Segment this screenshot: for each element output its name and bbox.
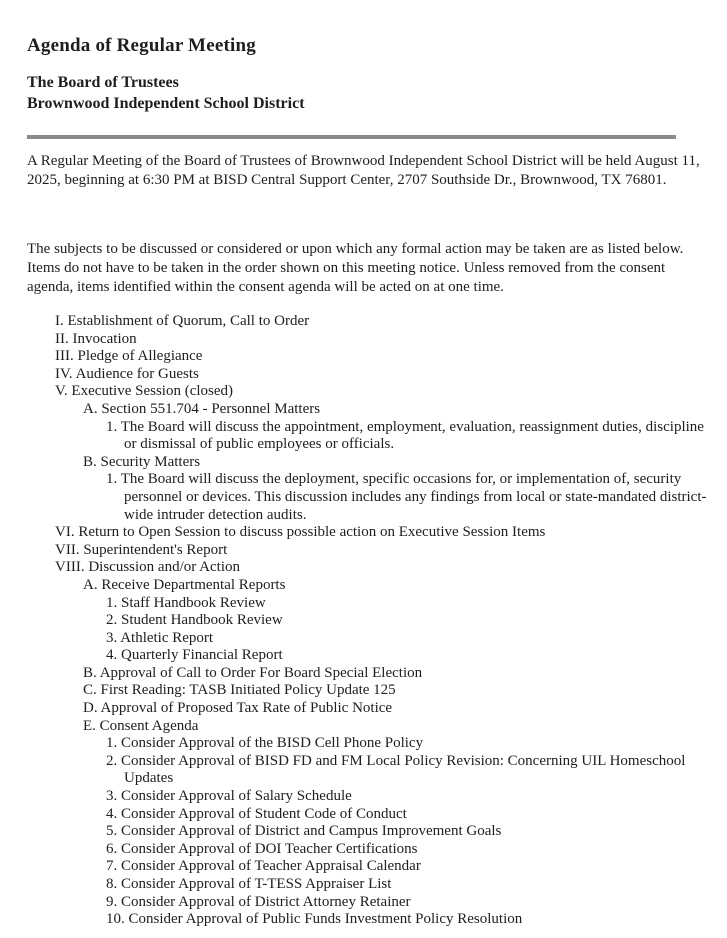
agenda-item-number: 1. [106, 594, 121, 611]
agenda-item [27, 471, 719, 524]
agenda-item-number: 2. [106, 752, 121, 769]
agenda-item-number: 7. [106, 858, 121, 875]
agenda-item-text: Section 551.704 - Personnel Matters [101, 400, 321, 417]
agenda-item-number: 5. [106, 823, 121, 840]
agenda-item-text: Consider Approval of Student Code of Conduct [121, 805, 407, 822]
agenda-item [27, 911, 719, 929]
agenda-item [27, 700, 719, 718]
agenda-item-text: Quarterly Financial Report [121, 647, 283, 664]
agenda-item-text: Consider Approval of T-TESS Appraiser List [121, 876, 392, 892]
agenda-item-text: The Board will discuss the appointment, employment, evaluation, reassignment duties, discipline or dismissal of public employees or officials. [120, 418, 704, 453]
agenda-item-number: VII. [55, 541, 84, 558]
agenda-item [27, 577, 719, 595]
agenda-item [27, 313, 719, 331]
agenda-item [27, 788, 719, 806]
agenda-item-text: The Board will discuss the deployment, specific occasions for, or implementation of, security personnel or devices. This discussion includes any findings from local or state-mandated district-wide intruder detection audits. [120, 471, 707, 523]
agenda-item-text: Return to Open Session to discuss possible action on Executive Session Items [78, 524, 546, 541]
agenda-item-number: 2. [106, 612, 121, 629]
agenda-item-number: 1. [106, 418, 121, 435]
agenda-item-number: B. [83, 664, 100, 681]
agenda-item-number: IV. [55, 365, 76, 382]
agenda-item [27, 876, 719, 894]
agenda-item [27, 419, 719, 454]
subjects-notice-paragraph: The subjects to be discussed or considered or upon which any formal action may be taken are as listed below. Items do not have to be taken in the order shown on this meeting notice. Unless removed from the consent agenda, items identified within the consent agenda will be acted on at one time. [27, 241, 684, 295]
agenda-item-number: 1. [106, 471, 121, 488]
agenda-item-number: 6. [106, 840, 121, 857]
agenda-item-number: V. [55, 383, 72, 400]
agenda-item [27, 718, 719, 736]
agenda-item-number: A. [83, 576, 102, 593]
agenda-item-number: 9. [106, 893, 121, 910]
agenda-item-text: Establishment of Quorum, Call to Order [67, 313, 310, 329]
agenda-item-text: Staff Handbook Review [121, 594, 266, 611]
agenda-item-number: 4. [106, 647, 121, 664]
agenda-item-text: Discussion and/or Action [88, 559, 240, 576]
agenda-item [27, 630, 719, 648]
agenda-item [27, 612, 719, 630]
agenda-item-number: B. [83, 453, 101, 470]
agenda-item-number: 8. [106, 876, 121, 892]
agenda-item [27, 841, 719, 859]
agenda-item [27, 823, 719, 841]
agenda-item-text: Audience for Guests [75, 365, 199, 382]
agenda-item-text: Consent Agenda [99, 717, 199, 734]
organization-district-line: Brownwood Independent School District [27, 95, 305, 112]
agenda-item-number: D. [83, 700, 101, 717]
agenda-item [27, 542, 719, 560]
agenda-item-number: 10. [106, 911, 129, 928]
organization-board-line: The Board of Trustees [27, 74, 179, 91]
agenda-item [27, 647, 719, 665]
agenda-item [27, 348, 719, 366]
agenda-item-number: 1. [106, 735, 121, 752]
agenda-item-text: Student Handbook Review [121, 612, 283, 629]
agenda-item-number: I. [55, 313, 68, 329]
agenda-item-number: III. [55, 348, 78, 365]
agenda-item-text: First Reading: TASB Initiated Policy Update 125 [100, 682, 396, 699]
agenda-item-text: Approval of Call to Order For Board Special Election [99, 664, 423, 681]
meeting-details-paragraph: A Regular Meeting of the Board of Trustees of Brownwood Independent School District will be held August 11, 2025, beginning at 6:30 PM at BISD Central Support Center, 2707 Southside Dr., Brownwood, TX 76801. [27, 153, 700, 188]
agenda-item-number: II. [55, 330, 73, 347]
agenda-item-text: Consider Approval of Salary Schedule [121, 788, 352, 805]
agenda-item-text: Consider Approval of Public Funds Investment Policy Resolution [128, 911, 523, 928]
agenda-item-text: Consider Approval of the BISD Cell Phone Policy [121, 735, 424, 752]
agenda-list [27, 313, 719, 929]
agenda-item [27, 806, 719, 824]
agenda-item [27, 682, 719, 700]
agenda-item-text: Athletic Report [120, 629, 214, 646]
agenda-item-text: Pledge of Allegiance [77, 348, 203, 365]
agenda-item-text: Invocation [72, 330, 137, 347]
agenda-item-text: Consider Approval of BISD FD and FM Local Policy Revision: Concerning UIL Homeschool Updates [121, 752, 686, 787]
agenda-item [27, 559, 719, 577]
agenda-item-text: Consider Approval of District and Campus Improvement Goals [121, 823, 502, 840]
agenda-item [27, 454, 719, 472]
horizontal-divider [27, 135, 676, 139]
agenda-item-number: VI. [55, 524, 79, 541]
agenda-item-number: C. [83, 682, 101, 699]
agenda-item-number: 4. [106, 805, 121, 822]
agenda-item [27, 753, 719, 788]
agenda-item [27, 858, 719, 876]
agenda-item-number: 3. [106, 629, 121, 646]
agenda-item [27, 524, 719, 542]
agenda-item-text: Consider Approval of Teacher Appraisal Calendar [121, 858, 421, 875]
agenda-item-text: Executive Session (closed) [71, 383, 234, 400]
agenda-item [27, 401, 719, 419]
agenda-item-text: Approval of Proposed Tax Rate of Public Notice [100, 700, 393, 717]
agenda-item-number: E. [83, 717, 100, 734]
agenda-item-number: 3. [106, 788, 121, 805]
agenda-item [27, 595, 719, 613]
agenda-item-text: Consider Approval of DOI Teacher Certifications [121, 840, 418, 857]
agenda-item-text: Consider Approval of District Attorney Retainer [121, 893, 411, 910]
organization-block [27, 72, 721, 114]
agenda-item [27, 331, 719, 349]
agenda-item [27, 894, 719, 912]
agenda-item [27, 383, 719, 401]
agenda-item [27, 665, 719, 683]
agenda-item-text: Superintendent's Report [83, 541, 228, 558]
agenda-item-number: A. [83, 400, 102, 417]
agenda-item-text: Security Matters [100, 453, 201, 470]
agenda-item [27, 366, 719, 384]
agenda-item [27, 735, 719, 753]
agenda-item-text: Receive Departmental Reports [101, 576, 286, 593]
document-title: Agenda of Regular Meeting [27, 35, 256, 56]
agenda-item-number: VIII. [55, 559, 89, 576]
